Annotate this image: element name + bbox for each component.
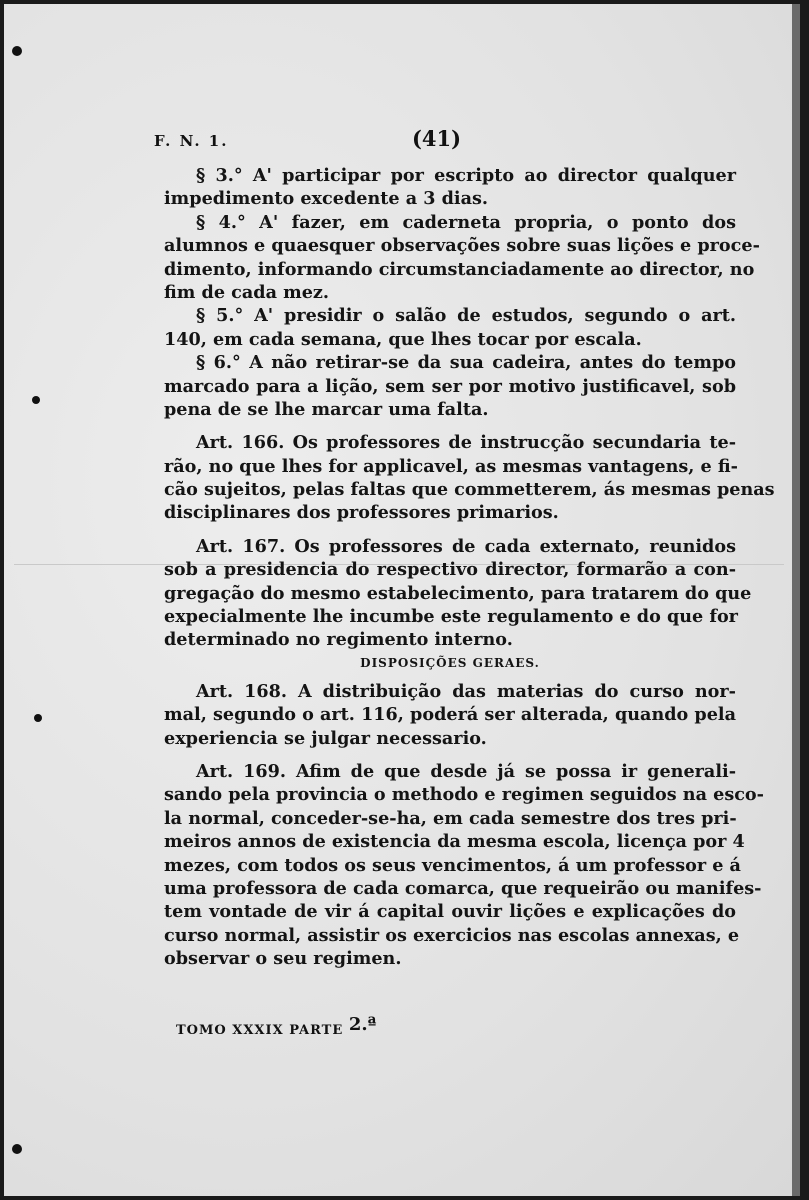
section-title: DISPOSIÇÕES GERAES. — [360, 655, 540, 670]
text-line: § 4.° A' fazer, em caderneta propria, o ponto dos — [196, 211, 736, 233]
text-line: 140, em cada semana, que lhes tocar por escala. — [164, 328, 642, 350]
text-line: uma professora de cada comarca, que requeirão ou manifes- — [164, 877, 762, 899]
paragraph-gap — [164, 421, 736, 431]
text-line: § 3.° A' participar por escripto ao director qualquer — [196, 165, 736, 186]
binding-hole — [12, 46, 22, 56]
page-header — [154, 126, 714, 156]
text-line: impedimento excedente a 3 dias. — [164, 188, 488, 210]
text-line: fim de cada mez. — [164, 281, 330, 303]
text-line: la normal, conceder-se-ha, em cada semestre dos tres pri- — [164, 807, 737, 829]
text-line: cão sujeitos, pelas faltas que commetterem, ás mesmas penas — [164, 479, 775, 501]
text-line: Art. 167. Os professores de cada externato, reunidos — [196, 535, 736, 557]
text-line: experiencia se julgar necessario. — [164, 727, 487, 749]
text-line: observar o seu regimen. — [164, 948, 402, 970]
text-line: marcado para a lição, sem ser por motivo justificavel, sob — [164, 375, 736, 397]
text-line: rão, no que lhes for applicavel, as mesmas vantagens, e fi- — [164, 455, 738, 477]
text-line: meiros annos de existencia da mesma escola, licença por 4 — [164, 831, 745, 853]
text-line: curso normal, assistir os exercicios nas escolas annexas, e — [164, 924, 740, 946]
text-line: § 6.° A não retirar-se da sua cadeira, antes do tempo — [196, 352, 736, 374]
text-line: § 5.° A' presidir o salão de estudos, segundo o art. — [196, 305, 736, 327]
binding-hole — [32, 396, 40, 404]
text-line: disciplinares dos professores primarios. — [164, 502, 559, 524]
paragraph-gap — [164, 750, 736, 760]
page-number: (41) — [412, 126, 462, 151]
text-line: alumnos e quaesquer observações sobre suas lições e proce- — [164, 235, 760, 257]
text-line: sando pela provincia o methodo e regimen seguidos na esco- — [164, 784, 764, 806]
page-footer — [176, 1014, 376, 1038]
text-line: gregação do mesmo estabelecimento, para tratarem do que — [164, 582, 752, 604]
binding-hole — [34, 714, 42, 722]
text-line: sob a presidencia do respectivo director, formarão a con- — [164, 559, 736, 581]
text-block-articles-168-169 — [164, 680, 764, 971]
text-line: expecialmente lhe incumbe este regulamento e do que for — [164, 606, 738, 628]
part-number: 2.ª — [348, 1014, 377, 1035]
text-line: mal, segundo o art. 116, poderá ser alterada, quando pela — [164, 704, 736, 726]
text-line: determinado no regimento interno. — [164, 629, 513, 651]
printer-signature: F. N. 1. — [154, 132, 229, 150]
text-line: Art. 169. Afim de que desde já se possa ir generali- — [196, 760, 736, 782]
text-line: Art. 166. Os professores de instrucção secundaria te- — [196, 432, 736, 454]
text-line: Art. 168. A distribuição das materias do curso nor- — [196, 680, 736, 702]
volume-signature: TOMO XXXIX PARTE — [176, 1023, 344, 1038]
scanned-page — [4, 4, 800, 1196]
text-line: dimento, informando circumstanciadamente ao director, no — [164, 258, 755, 280]
text-block-articles-165-167 — [164, 164, 775, 652]
text-line: mezes, com todos os seus vencimentos, á um professor e á — [164, 854, 741, 876]
paragraph-gap — [164, 525, 736, 535]
text-line: pena de se lhe marcar uma falta. — [164, 398, 489, 420]
text-line: tem vontade de vir á capital ouvir lições e explicações do — [164, 901, 736, 923]
binding-hole — [12, 1144, 22, 1154]
page-body — [164, 164, 775, 971]
page-edge-shadow — [792, 4, 800, 1196]
